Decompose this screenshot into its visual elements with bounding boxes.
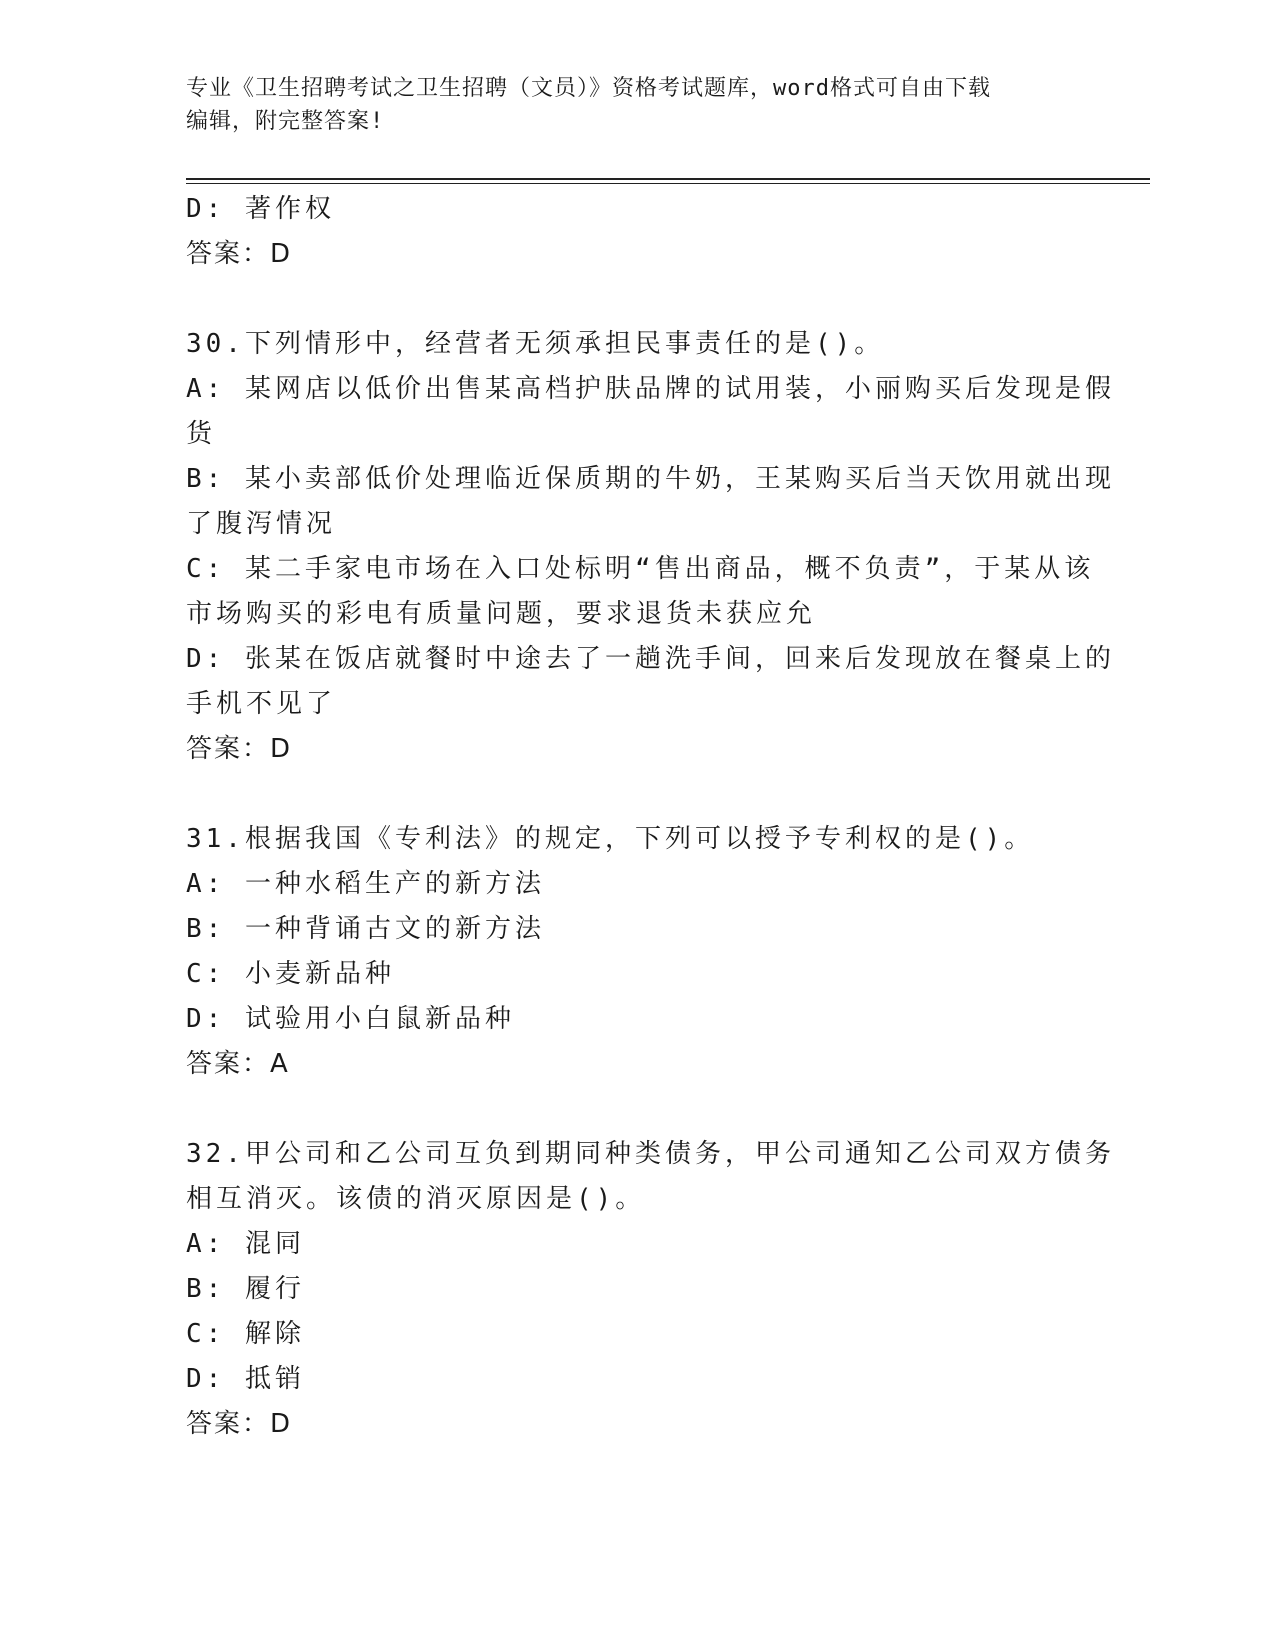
spacer [186,1087,1066,1132]
option-a-continued: 货 [186,419,217,449]
spacer [186,772,1066,817]
option-c: C: 解除 [186,1319,305,1349]
answer-line: 答案：A [186,1049,290,1079]
question-stem: 31.根据我国《专利法》的规定，下列可以授予专利权的是()。 [186,824,1035,854]
option-c: C: 小麦新品种 [186,959,395,989]
question-31 [186,817,1066,1087]
option-b: B: 一种背诵古文的新方法 [186,914,545,944]
question-32 [186,1132,1115,1447]
carryover-block [186,187,1066,277]
header-line-2: 编辑，附完整答案! [186,109,385,134]
question-stem: 30.下列情形中，经营者无须承担民事责任的是()。 [186,329,885,359]
question-stem-continued: 相互消灭。该债的消灭原因是()。 [186,1184,646,1214]
answer-line: 答案：D [186,1409,293,1439]
page-header [186,72,1066,138]
question-30 [186,322,1115,772]
header-line-1: 专业《卫生招聘考试之卫生招聘（文员）》资格考试题库，word格式可自由下载 [186,76,991,101]
question-stem: 32.甲公司和乙公司互负到期同种类债务，甲公司通知乙公司双方债务 [186,1139,1115,1169]
option-d-continued: 手机不见了 [186,689,337,719]
option-d: D: 抵销 [186,1364,305,1394]
header-divider [186,178,1150,184]
option-b-continued: 了腹泻情况 [186,509,337,539]
option-a: A: 某网店以低价出售某高档护肤品牌的试用装，小丽购买后发现是假 [186,374,1115,404]
spacer [186,277,1066,322]
option-a: A: 混同 [186,1229,305,1259]
option-c: C: 某二手家电市场在入口处标明“售出商品，概不负责”，于某从该 [186,554,1095,584]
option-b: B: 履行 [186,1274,305,1304]
option-d: D: 张某在饭店就餐时中途去了一趟洗手间，回来后发现放在餐桌上的 [186,644,1115,674]
option-a: A: 一种水稻生产的新方法 [186,869,545,899]
option-d: D: 著作权 [186,194,335,224]
option-d: D: 试验用小白鼠新品种 [186,1004,515,1034]
answer-line: 答案：D [186,734,293,764]
option-b: B: 某小卖部低价处理临近保质期的牛奶，王某购买后当天饮用就出现 [186,464,1115,494]
question-list [186,187,1115,1447]
option-c-continued: 市场购买的彩电有质量问题，要求退货未获应允 [186,599,817,629]
answer-line: 答案：D [186,239,293,269]
